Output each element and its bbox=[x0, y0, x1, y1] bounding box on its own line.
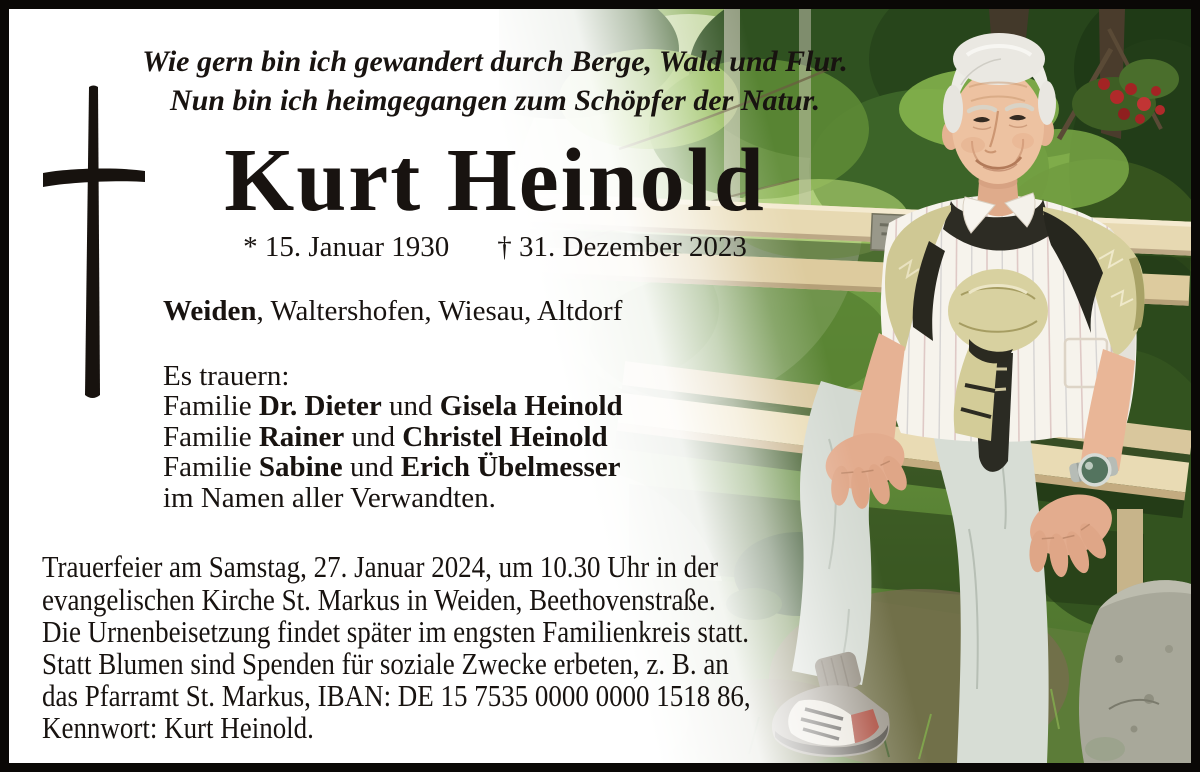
service-info bbox=[42, 551, 749, 649]
deceased-name: Kurt Heinold bbox=[224, 131, 766, 230]
places-line bbox=[163, 294, 622, 328]
epitaph bbox=[25, 42, 965, 120]
place-primary: Weiden bbox=[163, 295, 257, 327]
mourners-intro: Es trauern: bbox=[163, 360, 290, 392]
donation-info bbox=[42, 648, 751, 744]
donation-line-2: das Pfarramt St. Markus, IBAN: DE 15 7535 0000 0000 1518 86, bbox=[42, 678, 751, 713]
service-line-2: evangelischen Kirche St. Markus in Weiden, Beethovenstraße. bbox=[42, 581, 716, 617]
epitaph-line-1: Wie gern bin ich gewandert durch Berge, Wald und Flur. bbox=[142, 45, 848, 78]
mourners-closing: im Namen aller Verwandten. bbox=[163, 481, 496, 514]
birth-date: * 15. Januar 1930 bbox=[243, 231, 450, 263]
mourner-line: Familie Rainer und Christel Heinold bbox=[163, 420, 608, 453]
mourner-line: Familie Dr. Dieter und Gisela Heinold bbox=[163, 390, 623, 423]
life-dates bbox=[25, 230, 965, 264]
death-date: † 31. Dezember 2023 bbox=[497, 231, 747, 263]
mourner-line: Familie Sabine und Erich Übelmesser bbox=[163, 451, 621, 484]
service-line-1: Trauerfeier am Samstag, 27. Januar 2024, um 10.30 Uhr in der bbox=[42, 549, 719, 584]
epitaph-line-2: Nun bin ich heimgegangen zum Schöpfer der Natur. bbox=[169, 84, 821, 117]
places-rest: , Waltershofen, Wiesau, Altdorf bbox=[256, 295, 623, 327]
service-line-3: Die Urnenbeisetzung findet später im engsten Familienkreis statt. bbox=[42, 614, 750, 649]
donation-line-3: Kennwort: Kurt Heinold. bbox=[42, 710, 314, 745]
donation-line-1: Statt Blumen sind Spenden für soziale Zwecke erbeten, z. B. an bbox=[42, 646, 729, 681]
mourners bbox=[163, 361, 623, 513]
